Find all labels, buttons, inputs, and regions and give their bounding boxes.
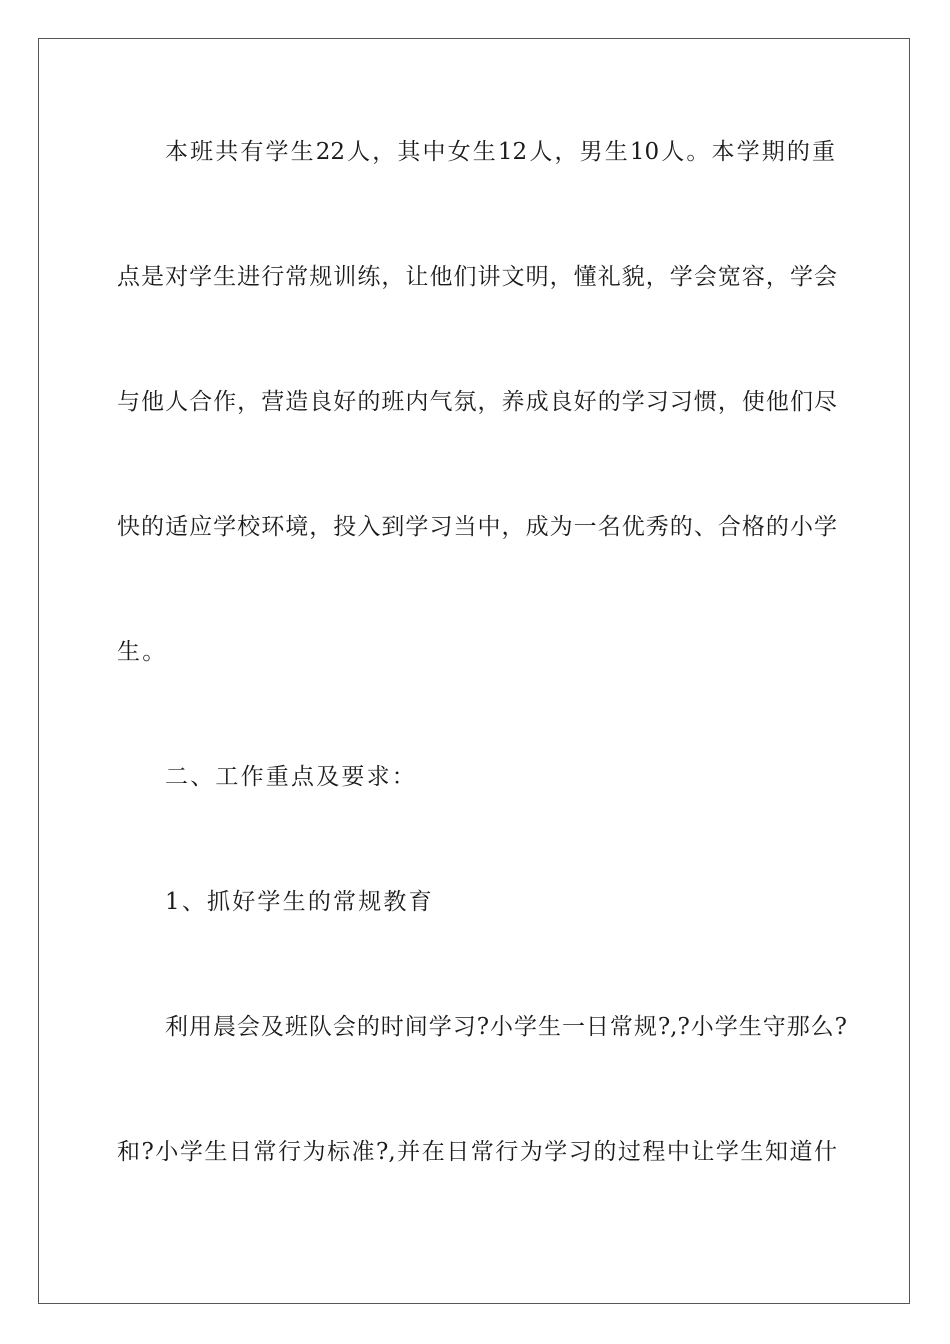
paragraph-line-5: 生。 <box>117 639 168 665</box>
paragraph-line-4: 快的适应学校环境，投入到学习当中，成为一名优秀的、合格的小学 <box>117 514 837 540</box>
paragraph2-line-2: 和?小学生日常行为标准?,并在日常行为学习的过程中让学生知道什 <box>117 1139 837 1165</box>
paragraph-line-1: 本班共有学生22人，其中女生12人，男生10人。本学期的重 <box>165 139 835 165</box>
paragraph-line-3: 与他人合作，营造良好的班内气氛，养成良好的学习习惯，使他们尽 <box>117 389 837 415</box>
subsection-heading: 1、抓好学生的常规教育 <box>165 889 434 915</box>
paragraph2-line-1: 利用晨会及班队会的时间学习?小学生一日常规?,?小学生守那么? <box>165 1014 847 1040</box>
page-border <box>38 38 910 1304</box>
paragraph-line-2: 点是对学生进行常规训练，让他们讲文明，懂礼貌，学会宽容，学会 <box>117 264 837 290</box>
section-heading: 二、工作重点及要求： <box>165 764 417 790</box>
